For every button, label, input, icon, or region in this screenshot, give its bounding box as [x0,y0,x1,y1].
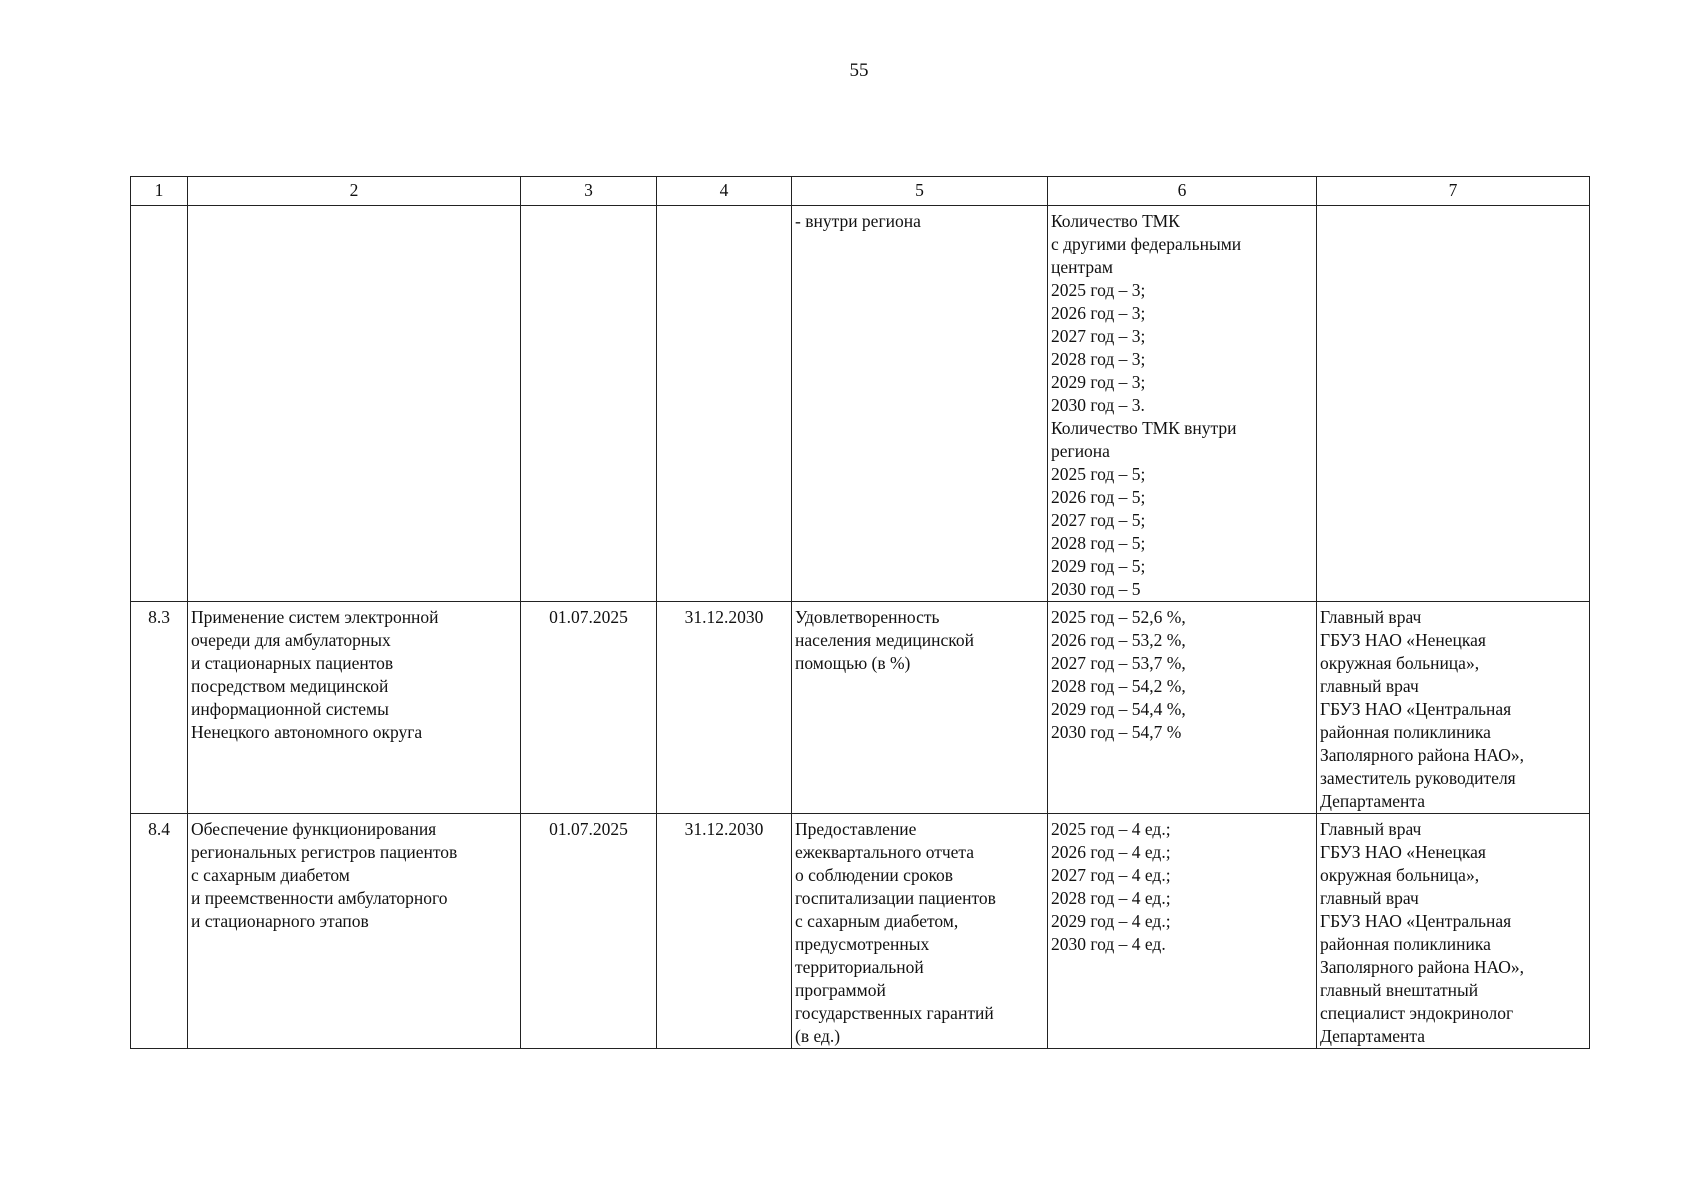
cell-line: 2028 год – 4 ед.; [1051,888,1171,908]
activity-cell [188,206,521,602]
cell-line: 2029 год – 3; [1051,372,1146,392]
end-date-cell: 31.12.2030 [657,602,792,814]
cell-line: государственных гарантий [795,1003,994,1023]
column-header: 2 [188,177,521,206]
cell-line: с сахарным диабетом, [795,911,959,931]
target-values-cell [1048,206,1317,602]
cell-line: Заполярного района НАО», [1320,745,1525,765]
cell-line: региона [1051,441,1110,461]
cell-line: посредством медицинской [191,676,389,696]
cell-line: 2026 год – 3; [1051,303,1146,323]
cell-line: Главный врач [1320,607,1422,627]
cell-line: 2030 год – 4 ед. [1051,934,1166,954]
responsible-cell [1317,206,1590,602]
cell-line: 2030 год – 3. [1051,395,1145,415]
activity-cell [188,602,521,814]
cell-line: ГБУЗ НАО «Центральная [1320,699,1512,719]
column-header: 4 [657,177,792,206]
column-header: 1 [131,177,188,206]
cell-line: и стационарных пациентов [191,653,394,673]
cell-line: населения медицинской [795,630,975,650]
cell-line: Главный врач [1320,819,1422,839]
indicator-cell [792,602,1048,814]
cell-line: ГБУЗ НАО «Центральная [1320,911,1512,931]
cell-line: 2030 год – 54,7 % [1051,722,1182,742]
page-number: 55 [849,60,869,81]
plan-table [130,176,1590,1049]
cell-line: 2028 год – 5; [1051,533,1146,553]
end-date-cell: 31.12.2030 [657,814,792,1049]
target-values-cell [1048,602,1317,814]
cell-line: 2025 год – 5; [1051,464,1146,484]
responsible-cell [1317,814,1590,1049]
item-number-cell: 8.4 [131,814,188,1049]
cell-line: 2026 год – 53,2 %, [1051,630,1186,650]
start-date-cell [521,206,657,602]
cell-line: Количество ТМК [1051,211,1180,231]
cell-line: ГБУЗ НАО «Ненецкая [1320,842,1486,862]
cell-line: районная поликлиника [1320,722,1491,742]
cell-line: заместитель руководителя [1320,768,1516,788]
cell-line: 2029 год – 5; [1051,556,1146,576]
table-row [131,814,1590,1049]
cell-line: главный врач [1320,676,1419,696]
cell-line: Департамента [1320,791,1426,811]
column-header: 5 [792,177,1048,206]
cell-line: Заполярного района НАО», [1320,957,1525,977]
cell-line: очереди для амбулаторных [191,630,391,650]
cell-line: 2026 год – 4 ед.; [1051,842,1171,862]
cell-line: ГБУЗ НАО «Ненецкая [1320,630,1486,650]
cell-line: программой [795,980,886,1000]
responsible-cell [1317,602,1590,814]
cell-line: 2025 год – 52,6 %, [1051,607,1186,627]
cell-line: 2027 год – 4 ед.; [1051,865,1171,885]
start-date-cell: 01.07.2025 [521,814,657,1049]
cell-line: Предоставление [795,819,917,839]
cell-line: помощью (в %) [795,653,911,673]
item-number-cell [131,206,188,602]
cell-line: 2025 год – 3; [1051,280,1146,300]
cell-line: и стационарного этапов [191,911,369,931]
cell-line: предусмотренных [795,934,930,954]
indicator-cell [792,814,1048,1049]
cell-line: 2028 год – 54,2 %, [1051,676,1186,696]
column-header: 6 [1048,177,1317,206]
cell-line: Применение систем электронной [191,607,439,627]
cell-line: (в ед.) [795,1026,841,1046]
column-header: 3 [521,177,657,206]
cell-line: 2025 год – 4 ед.; [1051,819,1171,839]
item-number-cell: 8.3 [131,602,188,814]
table-row [131,602,1590,814]
cell-line: районная поликлиника [1320,934,1491,954]
cell-line: Департамента [1320,1026,1426,1046]
indicator-cell [792,206,1048,602]
cell-line: региональных регистров пациентов [191,842,458,862]
cell-line: 2030 год – 5 [1051,579,1141,599]
cell-line: с другими федеральными [1051,234,1242,254]
cell-line: территориальной [795,957,924,977]
cell-line: 2029 год – 54,4 %, [1051,699,1186,719]
target-values-cell [1048,814,1317,1049]
cell-line: 2026 год – 5; [1051,487,1146,507]
cell-line: центрам [1051,257,1113,277]
table-row [131,206,1590,602]
column-header-row [131,177,1590,206]
cell-line: окружная больница», [1320,865,1480,885]
start-date-cell: 01.07.2025 [521,602,657,814]
cell-line: и преемственности амбулаторного [191,888,448,908]
cell-line: 2029 год – 4 ед.; [1051,911,1171,931]
activity-cell [188,814,521,1049]
cell-line: главный врач [1320,888,1419,908]
cell-line: госпитализации пациентов [795,888,996,908]
cell-line: информационной системы [191,699,389,719]
cell-line: 2027 год – 3; [1051,326,1146,346]
cell-line: 2027 год – 53,7 %, [1051,653,1186,673]
cell-line: Обеспечение функционирования [191,819,437,839]
cell-line: 2027 год – 5; [1051,510,1146,530]
cell-line: специалист эндокринолог [1320,1003,1514,1023]
cell-line: главный внештатный [1320,980,1479,1000]
column-header: 7 [1317,177,1590,206]
cell-line: окружная больница», [1320,653,1480,673]
cell-line: с сахарным диабетом [191,865,350,885]
cell-line: Ненецкого автономного округа [191,722,423,742]
cell-line: 2028 год – 3; [1051,349,1146,369]
end-date-cell [657,206,792,602]
cell-line: Количество ТМК внутри [1051,418,1237,438]
cell-line: - внутри региона [795,211,921,231]
cell-line: ежеквартального отчета [795,842,975,862]
cell-line: Удовлетворенность [795,607,940,627]
cell-line: о соблюдении сроков [795,865,954,885]
